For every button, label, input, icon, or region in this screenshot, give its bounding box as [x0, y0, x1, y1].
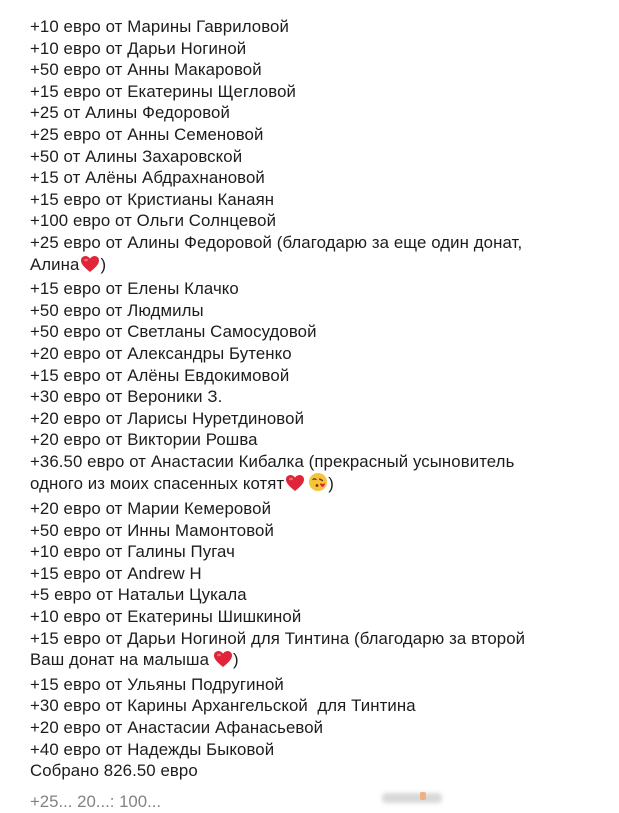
donation-line: +100 евро от Ольги Солнцевой — [30, 211, 277, 231]
line-text: одного из моих спасенных котят — [30, 474, 285, 494]
red-heart-icon — [80, 255, 100, 279]
closing-paren: ) — [100, 254, 107, 274]
donation-line: +15 евро от Ульяны Подругиной — [30, 674, 284, 694]
donation-line: +36.50 евро от Анастасии Кибалка (прекрасный усыновитель — [30, 451, 515, 471]
donation-line: +15 евро от Дарьи Ногиной для Тинтина (благодарю за второй — [30, 628, 526, 648]
donation-line: +50 от Алины Захаровской — [30, 146, 243, 166]
donation-line: +15 евро от Andrew H — [30, 563, 202, 583]
line-text: Ваш донат на малыша — [30, 650, 210, 670]
donation-line: +5 евро от Натальи Цукала — [30, 585, 247, 605]
donation-line: +30 евро от Карины Архангельской для Тинтина — [30, 696, 416, 716]
donation-line: +15 евро от Екатерины Щегловой — [30, 81, 296, 101]
donation-line: +50 евро от Людмилы — [30, 300, 204, 320]
donation-line: +10 евро от Галины Пугач — [30, 542, 235, 562]
donation-line: +50 евро от Светланы Самосудовой — [30, 322, 317, 342]
donation-line: +20 евро от Александры Бутенко — [30, 343, 292, 363]
line-text: Алина — [30, 254, 80, 274]
clipped-text-fragment — [382, 793, 442, 803]
donation-line: +25 евро от Анны Семеновой — [30, 124, 264, 144]
donation-line: +50 евро от Инны Мамонтовой — [30, 520, 274, 540]
red-heart-icon — [285, 474, 305, 498]
face-blowing-kiss-icon — [308, 472, 328, 498]
donation-line: +30 евро от Вероники З. — [30, 387, 223, 407]
donation-line: +25 евро от Алины Федоровой (благодарю за еще один донат, — [30, 232, 523, 252]
closing-paren: ) — [328, 474, 334, 494]
total-line: Собрано 826.50 евро — [30, 761, 198, 781]
clipped-next-line: +25... 20...: 100... — [30, 792, 162, 811]
donation-line: +20 евро от Марии Кемеровой — [30, 499, 272, 519]
donation-line: +20 евро от Анастасии Афанасьевой — [30, 718, 324, 737]
red-heart-icon — [213, 650, 233, 674]
donation-line: +10 евро от Марины Гавриловой — [30, 17, 289, 36]
donation-line: +10 евро от Екатерины Шишкиной — [30, 607, 302, 627]
donation-line: +50 евро от Анны Макаровой — [30, 60, 262, 80]
donation-line: +10 евро от Дарьи Ногиной — [30, 38, 247, 58]
donation-line: +20 евро от Ларисы Нуретдиновой — [30, 408, 305, 428]
donation-line-continued — [30, 649, 610, 674]
donation-line-continued — [30, 254, 610, 279]
donation-line: +40 евро от Надежды Быковой — [30, 739, 275, 759]
donation-line-continued — [30, 472, 610, 498]
donation-line: +15 евро от Елены Клачко — [30, 279, 239, 299]
donation-line: +25 от Алины Федоровой — [30, 103, 230, 123]
donation-line: +20 евро от Виктории Рошва — [30, 430, 258, 450]
donation-line: +15 от Алёны Абдрахнановой — [30, 168, 265, 188]
donation-line: +15 евро от Кристианы Канаян — [30, 189, 275, 209]
donation-line: +15 евро от Алёны Евдокимовой — [30, 365, 290, 385]
closing-paren: ) — [233, 650, 239, 670]
clipped-emoji-fragment — [420, 792, 426, 800]
note-body — [30, 16, 610, 782]
